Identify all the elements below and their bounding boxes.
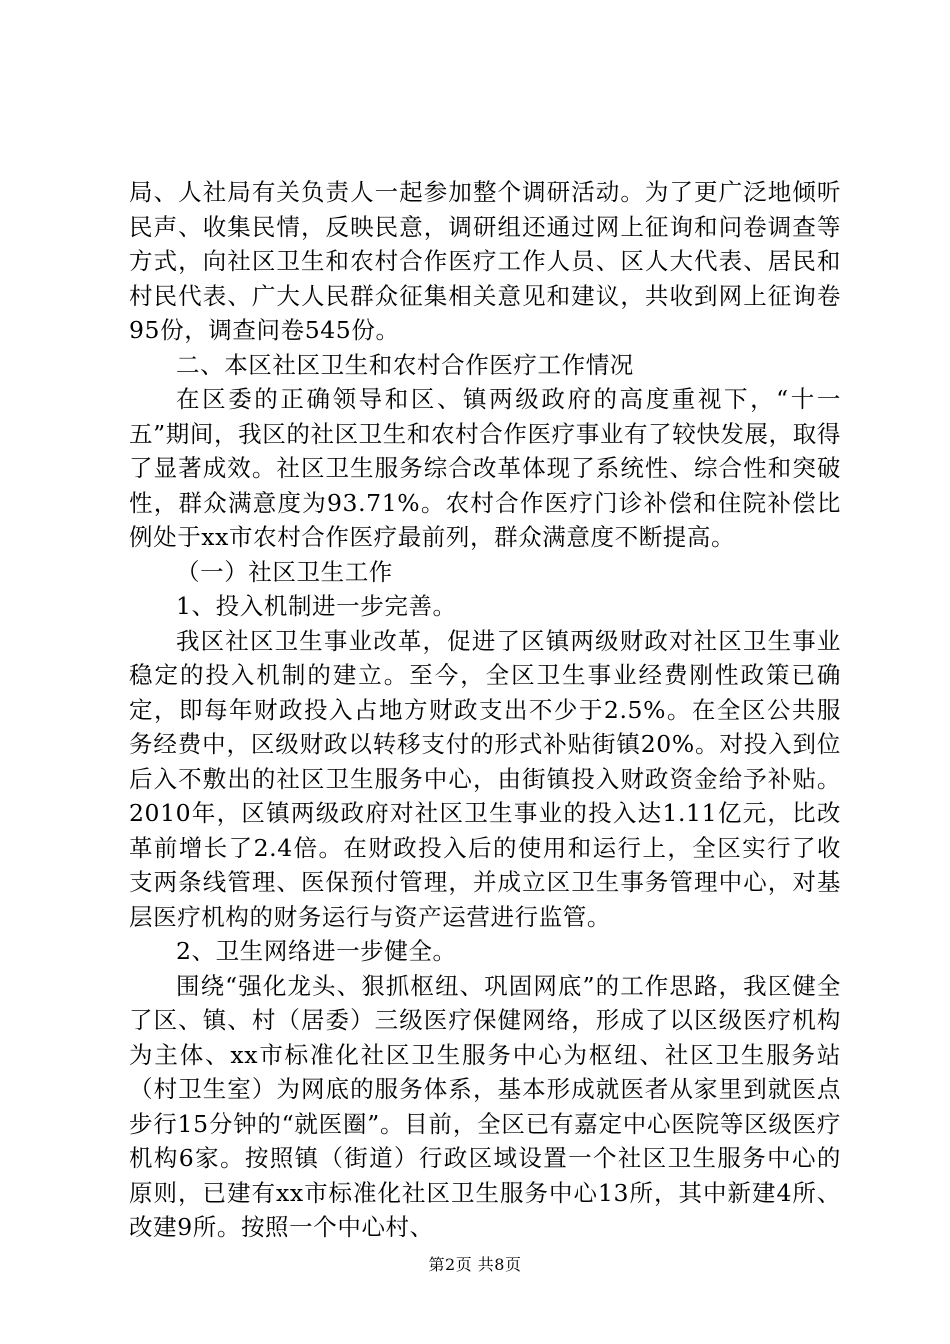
subsection-heading: （一）社区卫生工作 xyxy=(176,557,393,586)
section-heading: 二、本区社区卫生和农村合作医疗工作情况 xyxy=(176,350,634,379)
paragraph-investment: 我区社区卫生事业改革，促进了区镇两级财政对社区卫生事业稳定的投入机制的建立。至今，全区卫生事业经费刚性政策已确定，即每年财政投入占地方财政支出不少于2.5%。在全区公共服务经费中，区级财政以转移支付的形式补贴街镇20%。对投入到位后入不敷出的社区卫生服务中心，由街镇投入财政资金给予补贴。2010年，区镇两级政府对社区卫生事业的投入达1.11亿元，比改革前增长了2.4倍。在财政投入后的使用和运行上，全区实行了收支两条线管理、医保预付管理，并成立区卫生事务管理中心，对基层医疗机构的财务运行与资产运营进行监管。 xyxy=(129,626,841,931)
item-heading-1: 1、投入机制进一步完善。 xyxy=(176,592,457,620)
paragraph-overview: 在区委的正确领导和区、镇两级政府的高度重视下，“十一五”期间，我区的社区卫生和农村合作医疗事业有了较快发展，取得了显著成效。社区卫生服务综合改革体现了系统性、综合性和突破性，群众满意度为93.71%。农村合作医疗门诊补偿和住院补偿比例处于xx市农村合作医疗最前列，群众满意度不断提高。 xyxy=(129,385,841,551)
paragraph-continuation: 局、人社局有关负责人一起参加整个调研活动。为了更广泛地倾听民声、收集民情，反映民意，调研组还通过网上征询和问卷调查等方式，向社区卫生和农村合作医疗工作人员、区人大代表、居民和村民代表、广大人民群众征集相关意见和建议，共收到网上征询卷95份，调查问卷545份。 xyxy=(129,178,841,344)
item-heading-2: 2、卫生网络进一步健全。 xyxy=(176,937,457,965)
document-body xyxy=(129,175,841,1245)
page-footer: 第2页 共8页 xyxy=(428,1255,522,1274)
paragraph-network: 围绕“强化龙头、狠抓枢纽、巩固网底”的工作思路，我区健全了区、镇、村（居委）三级医疗保健网络，形成了以区级医疗机构为主体、xx市标准化社区卫生服务中心为枢纽、社区卫生服务站（村卫生室）为网底的服务体系，基本形成就医者从家里到就医点步行15分钟的“就医圈”。目前，全区已有嘉定中心医院等区级医疗机构6家。按照镇（街道）行政区域设置一个社区卫生服务中心的原则，已建有xx市标准化社区卫生服务中心13所，其中新建4所、改建9所。按照一个中心村、 xyxy=(129,971,841,1241)
